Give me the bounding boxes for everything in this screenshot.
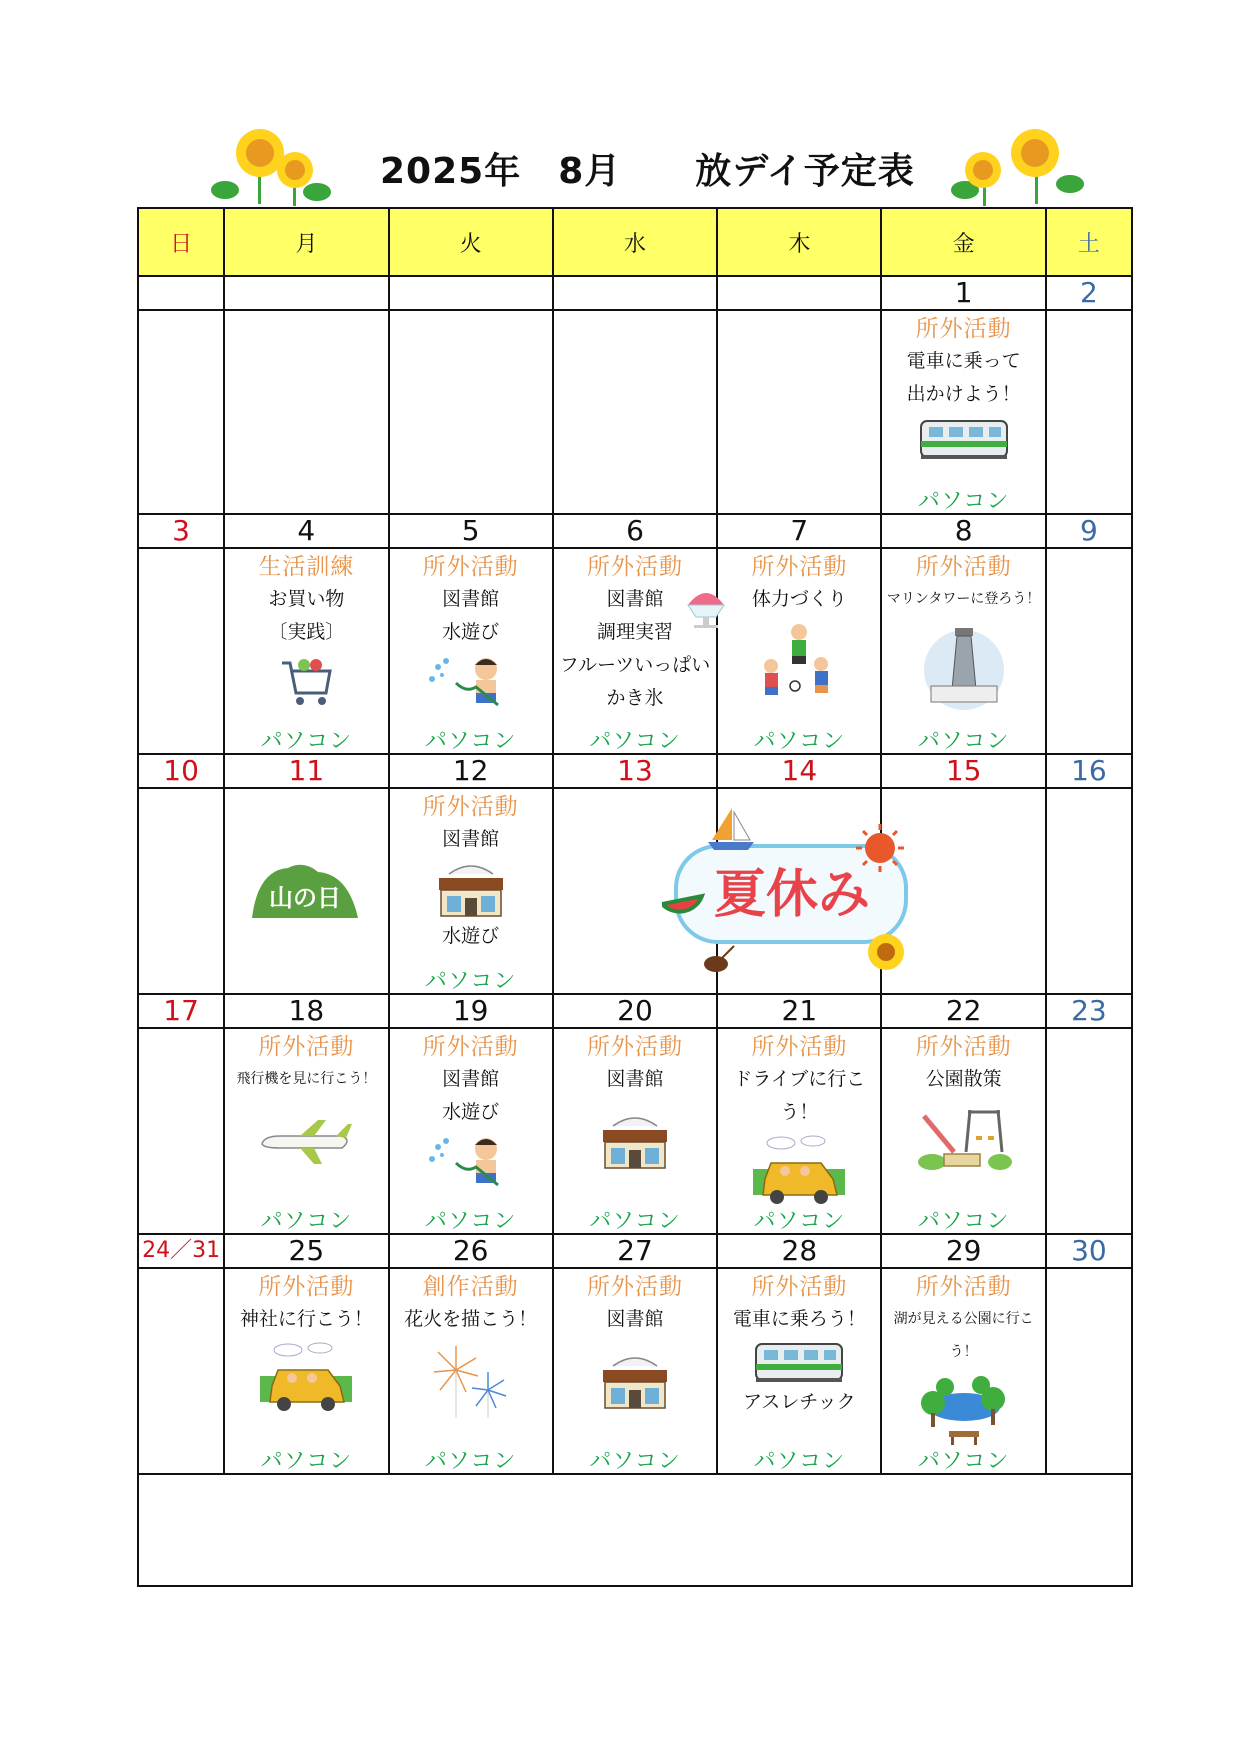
activity-type: 所外活動 bbox=[586, 1274, 683, 1300]
day-cell bbox=[881, 1028, 1045, 1234]
activity-line: 電車に乗って bbox=[906, 350, 1021, 372]
activity-type: 所外活動 bbox=[586, 554, 683, 580]
activity-line: 図書館 bbox=[606, 1068, 664, 1090]
lake-park-icon bbox=[919, 1373, 1009, 1449]
pasokon-label: パソコン bbox=[753, 1449, 846, 1474]
date-number: 7 bbox=[717, 514, 881, 548]
day-cell bbox=[717, 1028, 881, 1234]
date-number: 25 bbox=[224, 1234, 388, 1268]
activity-line: 水遊び bbox=[442, 621, 500, 643]
pasokon-label: パソコン bbox=[260, 1449, 353, 1474]
pasokon-label: パソコン bbox=[424, 1449, 517, 1474]
activity-type: 生活訓練 bbox=[258, 554, 355, 580]
activity-type: 所外活動 bbox=[422, 554, 519, 580]
shopping-cart-icon bbox=[276, 653, 336, 713]
activity-line: 〔実践〕 bbox=[268, 621, 345, 643]
train-icon bbox=[919, 415, 1009, 463]
weekday-fri: 金 bbox=[881, 208, 1045, 276]
mountain-day-label: 山の日 bbox=[269, 884, 341, 912]
sunflower-icon bbox=[868, 934, 904, 970]
day-cell bbox=[389, 788, 553, 994]
pasokon-label: パソコン bbox=[917, 1209, 1010, 1234]
day-cell bbox=[1046, 548, 1132, 754]
date-empty bbox=[717, 276, 881, 310]
date-empty bbox=[224, 276, 388, 310]
date-number: 23 bbox=[1046, 994, 1132, 1028]
activity-type: 所外活動 bbox=[586, 1034, 683, 1060]
activity-type: 所外活動 bbox=[915, 1034, 1012, 1060]
day-cell bbox=[224, 310, 388, 514]
activity-type: 所外活動 bbox=[751, 1034, 848, 1060]
day-cell bbox=[553, 1028, 717, 1234]
activity-line: 神社に行こう！ bbox=[239, 1308, 373, 1330]
day-cell bbox=[389, 1268, 553, 1474]
activity-line: ドライブに行こう！ bbox=[733, 1068, 866, 1123]
activity-type: 所外活動 bbox=[422, 794, 519, 820]
pasokon-label: パソコン bbox=[260, 1209, 353, 1234]
tower-icon bbox=[919, 620, 1009, 710]
day-cell bbox=[138, 1028, 224, 1234]
activity-type: 所外活動 bbox=[751, 1274, 848, 1300]
activity-line: 図書館 bbox=[606, 588, 664, 610]
date-number: 26 bbox=[389, 1234, 553, 1268]
day-cell bbox=[717, 310, 881, 514]
weekday-mon: 月 bbox=[224, 208, 388, 276]
date-number: 1 bbox=[881, 276, 1045, 310]
day-cell bbox=[389, 310, 553, 514]
activity-type: 所外活動 bbox=[422, 1034, 519, 1060]
date-number: 14 bbox=[717, 754, 881, 788]
weekday-tue: 火 bbox=[389, 208, 553, 276]
car-drive-icon bbox=[751, 1133, 847, 1209]
notes-area bbox=[138, 1474, 1132, 1586]
activity-line: 公園散策 bbox=[925, 1068, 1002, 1090]
day-cell bbox=[224, 1028, 388, 1234]
activity-line: 図書館 bbox=[606, 1308, 664, 1330]
day-cell bbox=[389, 548, 553, 754]
weekday-thu: 木 bbox=[717, 208, 881, 276]
pasokon-label: パソコン bbox=[753, 729, 846, 754]
date-number: 15 bbox=[881, 754, 1045, 788]
date-number: 22 bbox=[881, 994, 1045, 1028]
fireworks-icon bbox=[426, 1340, 516, 1420]
activity-type: 所外活動 bbox=[915, 316, 1012, 342]
mountain-day-badge bbox=[248, 860, 363, 922]
summer-break-label: 夏休み bbox=[713, 865, 871, 925]
day-cell bbox=[138, 788, 224, 994]
day-cell bbox=[881, 1268, 1045, 1474]
date-empty bbox=[389, 276, 553, 310]
activity-type: 所外活動 bbox=[915, 1274, 1012, 1300]
water-play-icon bbox=[426, 653, 516, 715]
pasokon-label: パソコン bbox=[917, 1449, 1010, 1474]
airplane-icon bbox=[256, 1114, 356, 1170]
activity-line: 花火を描こう！ bbox=[404, 1308, 538, 1330]
activity-line: フルーツいっぱい bbox=[559, 654, 711, 676]
day-cell bbox=[717, 548, 881, 754]
beetle-icon bbox=[704, 946, 734, 972]
date-number: 11 bbox=[224, 754, 388, 788]
date-empty bbox=[138, 276, 224, 310]
date-number: 21 bbox=[717, 994, 881, 1028]
day-cell bbox=[1046, 1028, 1132, 1234]
date-number: 30 bbox=[1046, 1234, 1132, 1268]
day-cell bbox=[553, 548, 717, 754]
date-number: 8 bbox=[881, 514, 1045, 548]
pasokon-label: パソコン bbox=[589, 1449, 681, 1474]
pasokon-label: パソコン bbox=[260, 729, 353, 754]
activity-line: 電車に乗ろう！ bbox=[732, 1308, 866, 1330]
pasokon-label: パソコン bbox=[917, 729, 1010, 754]
day-cell bbox=[881, 310, 1045, 514]
activity-line: 図書館 bbox=[442, 828, 500, 850]
pasokon-label: パソコン bbox=[424, 729, 517, 754]
activity-line: かき氷 bbox=[606, 687, 664, 709]
date-number: 28 bbox=[717, 1234, 881, 1268]
weekday-sun: 日 bbox=[138, 208, 224, 276]
date-number: 4 bbox=[224, 514, 388, 548]
date-number: 16 bbox=[1046, 754, 1132, 788]
pasokon-label: パソコン bbox=[753, 1209, 846, 1234]
date-number: 12 bbox=[389, 754, 553, 788]
pasokon-label: パソコン bbox=[589, 729, 681, 754]
weekday-sat: 土 bbox=[1046, 208, 1132, 276]
page-title: 2025年 8月 放デイ予定表 bbox=[380, 151, 915, 192]
activity-line: 水遊び bbox=[442, 1101, 500, 1123]
activity-line: お買い物 bbox=[268, 588, 345, 610]
date-number: 10 bbox=[138, 754, 224, 788]
date-number: 17 bbox=[138, 994, 224, 1028]
activity-line: 出かけよう！ bbox=[906, 383, 1021, 405]
summer-break-banner bbox=[662, 800, 922, 980]
day-cell bbox=[553, 310, 717, 514]
sunflower-decoration-right-icon bbox=[945, 128, 1095, 208]
date-number: 20 bbox=[553, 994, 717, 1028]
library-icon bbox=[597, 1352, 673, 1412]
date-number: 2 bbox=[1046, 276, 1132, 310]
activity-line: 体力づくり bbox=[751, 588, 847, 610]
sailboat-icon bbox=[708, 808, 754, 850]
kids-playing-icon bbox=[759, 622, 839, 700]
activity-type: 所外活動 bbox=[258, 1274, 355, 1300]
playground-icon bbox=[914, 1106, 1014, 1176]
activity-type: 所外活動 bbox=[258, 1034, 355, 1060]
date-number: 13 bbox=[553, 754, 717, 788]
day-cell bbox=[1046, 788, 1132, 994]
weekday-wed: 水 bbox=[553, 208, 717, 276]
water-play-icon bbox=[426, 1133, 516, 1195]
day-cell bbox=[138, 548, 224, 754]
day-cell bbox=[138, 1268, 224, 1474]
pasokon-label: パソコン bbox=[424, 1209, 517, 1234]
pasokon-label: パソコン bbox=[917, 489, 1010, 514]
activity-line: 湖が見える公園に行こう！ bbox=[893, 1311, 1034, 1360]
activity-line: 飛行機を見に行こう！ bbox=[236, 1071, 377, 1087]
activity-line: 図書館 bbox=[442, 1068, 500, 1090]
library-icon bbox=[433, 860, 509, 920]
sunflower-decoration-left-icon bbox=[205, 128, 355, 208]
activity-line: 水遊び bbox=[442, 925, 500, 947]
activity-line: 図書館 bbox=[442, 588, 500, 610]
date-number: 6 bbox=[553, 514, 717, 548]
date-number: 29 bbox=[881, 1234, 1045, 1268]
day-cell bbox=[553, 1268, 717, 1474]
day-cell bbox=[1046, 1268, 1132, 1474]
activity-type: 所外活動 bbox=[751, 554, 848, 580]
train-icon bbox=[754, 1340, 844, 1386]
day-cell bbox=[138, 310, 224, 514]
library-icon bbox=[597, 1112, 673, 1172]
activity-type: 創作活動 bbox=[422, 1274, 519, 1300]
date-number: 19 bbox=[389, 994, 553, 1028]
day-cell bbox=[224, 548, 388, 754]
date-number: 3 bbox=[138, 514, 224, 548]
day-cell bbox=[1046, 310, 1132, 514]
car-drive-icon bbox=[258, 1340, 354, 1416]
activity-line: マリンタワーに登ろう！ bbox=[886, 591, 1041, 607]
pasokon-label: パソコン bbox=[424, 969, 517, 994]
date-number: 9 bbox=[1046, 514, 1132, 548]
date-number: 18 bbox=[224, 994, 388, 1028]
day-cell bbox=[224, 1268, 388, 1474]
activity-type: 所外活動 bbox=[915, 554, 1012, 580]
date-number: 5 bbox=[389, 514, 553, 548]
date-empty bbox=[553, 276, 717, 310]
day-cell bbox=[881, 548, 1045, 754]
activity-line: アスレチック bbox=[742, 1391, 856, 1413]
activity-line: 調理実習 bbox=[596, 621, 673, 643]
pasokon-label: パソコン bbox=[589, 1209, 681, 1234]
day-cell bbox=[717, 1268, 881, 1474]
day-cell bbox=[389, 1028, 553, 1234]
date-number: 24／31 bbox=[138, 1234, 224, 1268]
date-number: 27 bbox=[553, 1234, 717, 1268]
